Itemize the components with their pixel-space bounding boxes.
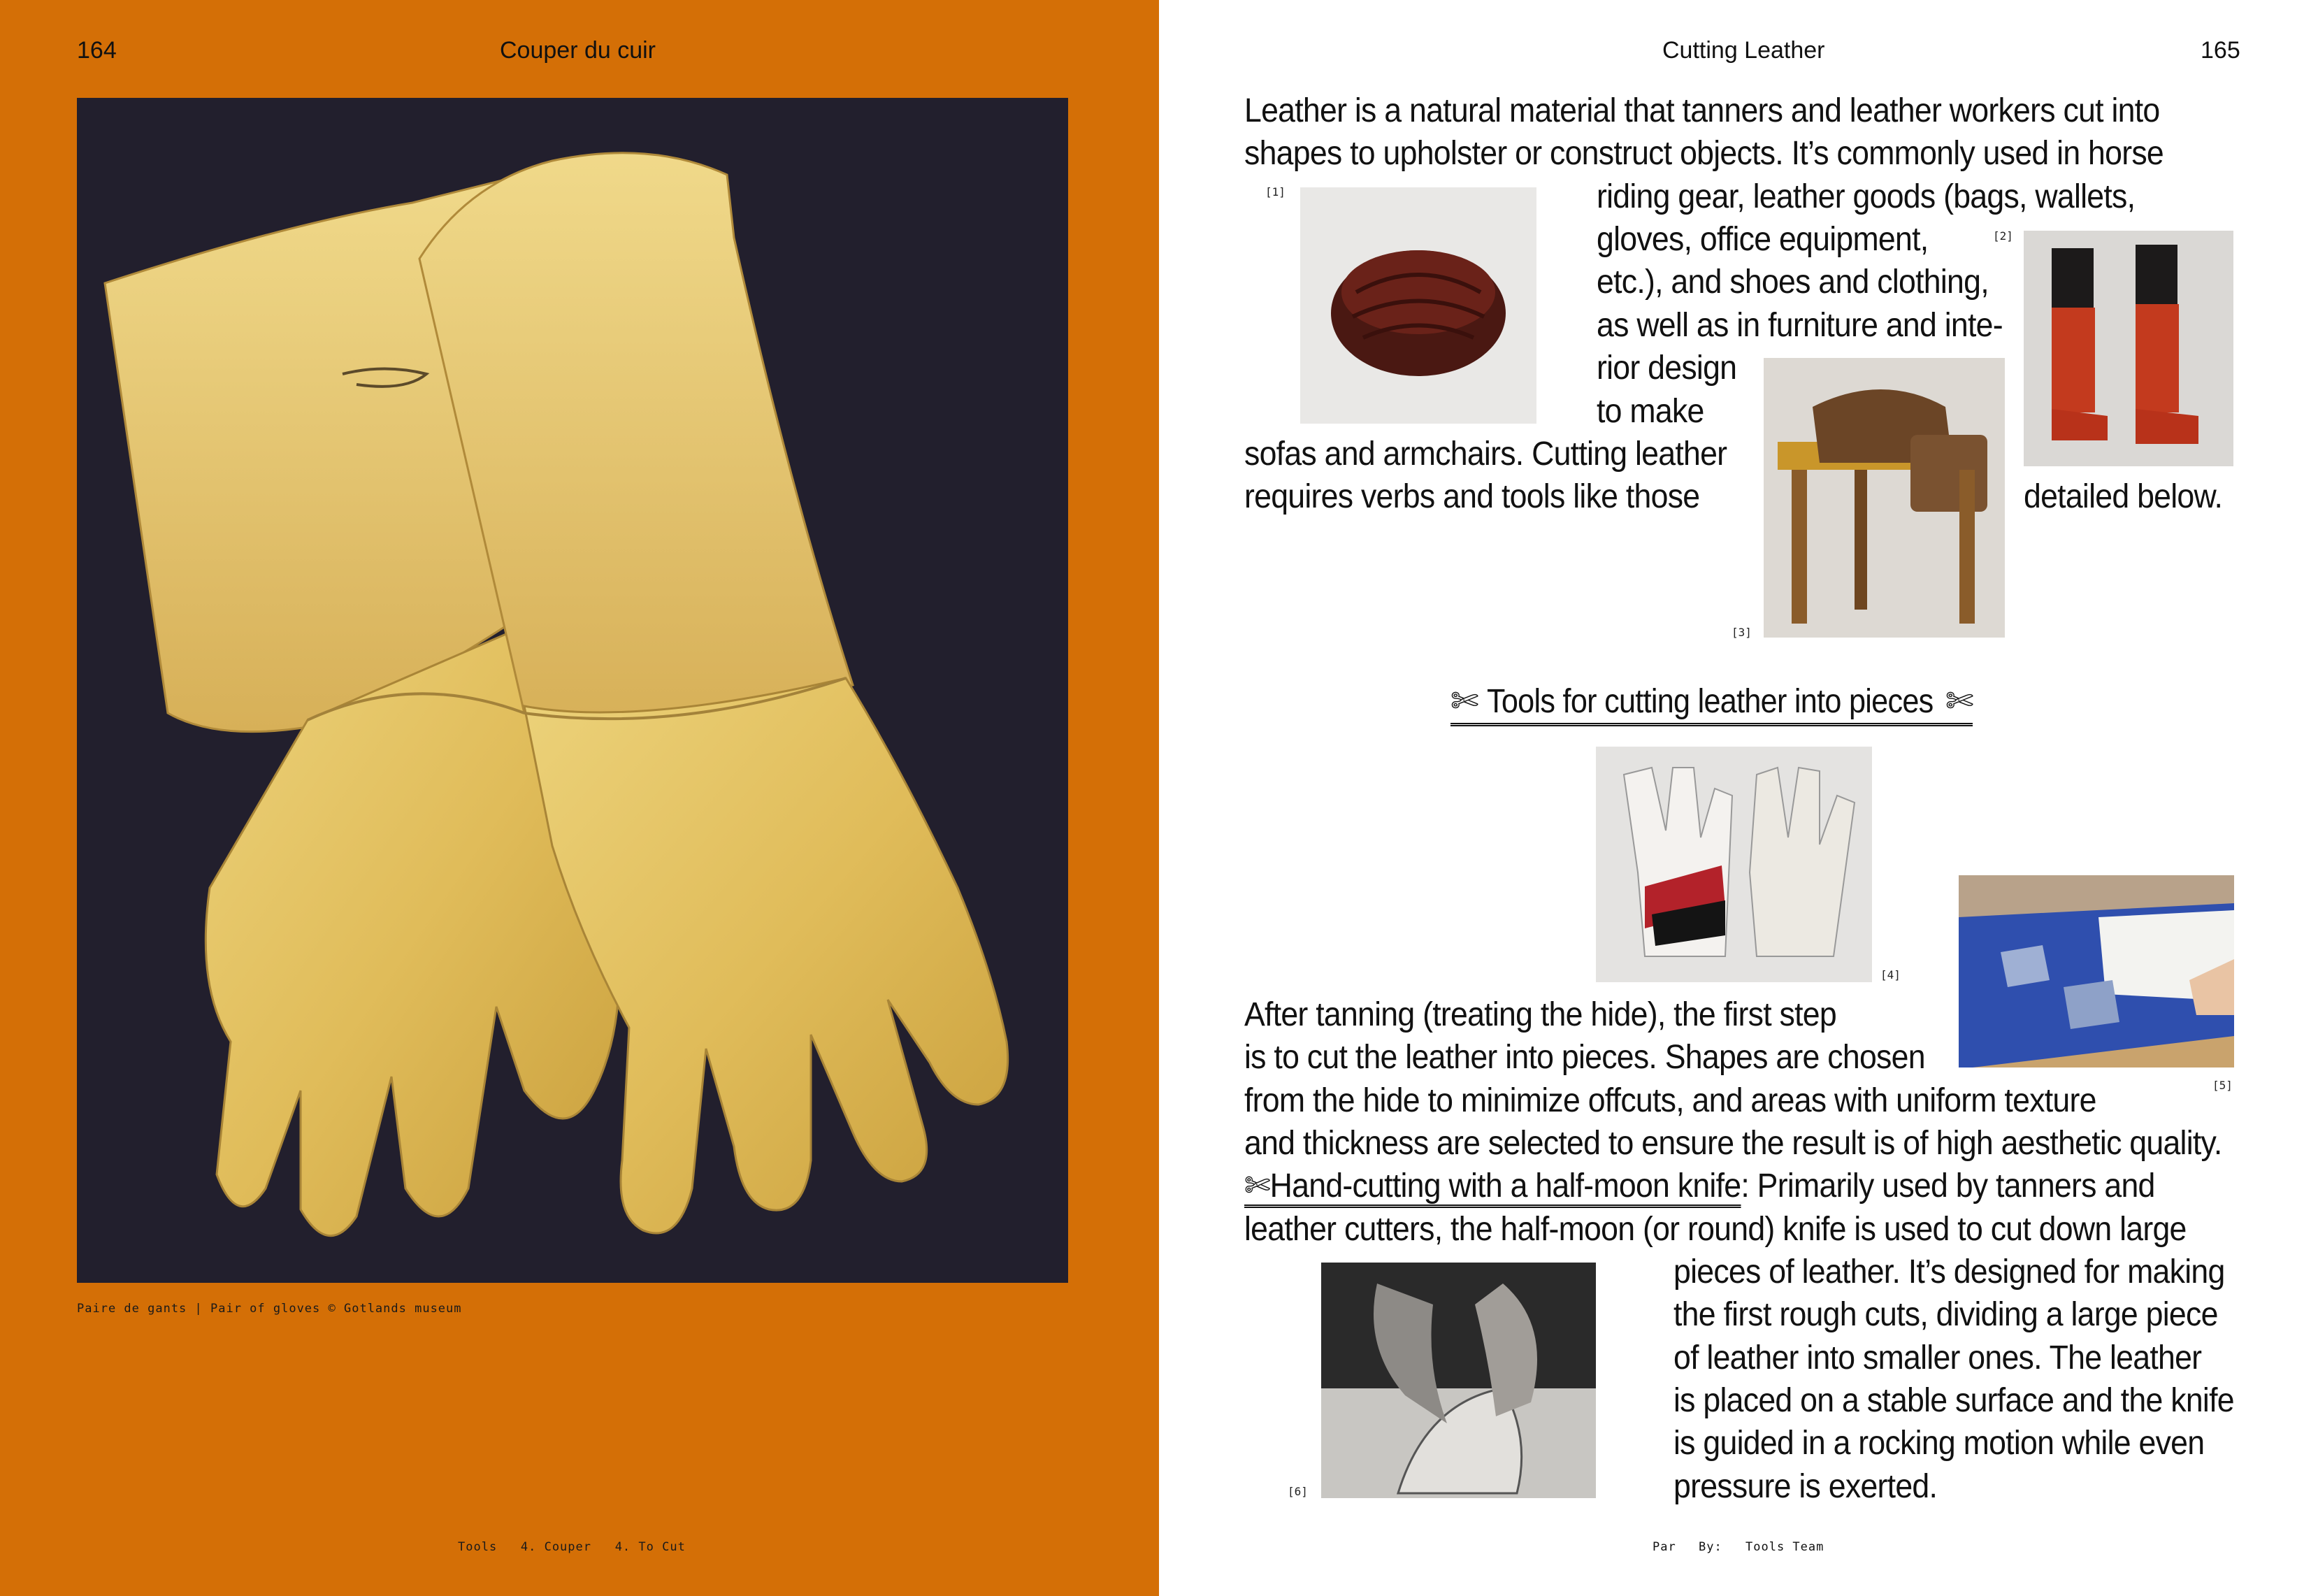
intro-line: detailed below. <box>2024 478 2223 515</box>
page-number-left: 164 <box>77 37 117 64</box>
knife-line: pressure is exerted. <box>1673 1468 1938 1505</box>
pattern-table-photo <box>1959 875 2234 1067</box>
white-gloves-photo <box>1596 747 1872 982</box>
footer-par: Par <box>1653 1540 1676 1554</box>
intro-line: as well as in furniture and inte- <box>1597 307 2003 344</box>
leather-cap-photo <box>1300 187 1536 424</box>
intro-line: rior design <box>1597 350 1737 387</box>
knife-line: is guided in a rocking motion while even <box>1673 1425 2205 1462</box>
knife-line: leather cutters, the half-moon (or round) knife is used to cut down large <box>1244 1211 2187 1248</box>
white-gloves-image <box>1596 747 1872 982</box>
figure-label-3: [3] <box>1732 626 1752 639</box>
red-boots-photo <box>2024 231 2233 466</box>
running-title-left: Couper du cuir <box>500 37 656 64</box>
figure-label-2: [2] <box>1993 229 2013 243</box>
knife-term-line <box>1244 1165 2155 1208</box>
section-heading-text: Tools for cutting leather into pieces <box>1486 683 1934 720</box>
intro-line: sofas and armchairs. Cutting leather <box>1244 436 1727 473</box>
figure-label-5: [5] <box>2212 1079 2233 1092</box>
intro-line: shapes to upholster or construct objects. It’s commonly used in horse <box>1244 135 2164 172</box>
gauntlet-gloves-illustration <box>77 98 1068 1283</box>
intro-line: gloves, office equipment, <box>1597 221 1929 258</box>
footer-left: Tools 4. Couper 4. To Cut <box>458 1540 686 1554</box>
intro-line: to make <box>1597 393 1704 430</box>
knife-line: of leather into smaller ones. The leather <box>1673 1339 2202 1376</box>
para2-line: from the hide to minimize offcuts, and areas with uniform texture <box>1244 1082 2096 1119</box>
red-boots-image <box>2024 231 2233 466</box>
half-moon-knife-photo <box>1321 1263 1596 1498</box>
half-moon-knife-image <box>1321 1263 1596 1498</box>
para2-line: is to cut the leather into pieces. Shapes are chosen <box>1244 1039 1925 1076</box>
footer-author: Tools Team <box>1745 1540 1824 1554</box>
scissors-icon: ✄ <box>1450 683 1478 720</box>
intro-line: riding gear, leather goods (bags, wallets, <box>1597 178 2136 215</box>
running-title-right: Cutting Leather <box>1662 37 1825 64</box>
saddle-image <box>1764 358 2005 638</box>
figure-label-6: [6] <box>1288 1485 1308 1498</box>
para2-line: After tanning (treating the hide), the first step <box>1244 996 1836 1033</box>
intro-line: Leather is a natural material that tanners and leather workers cut into <box>1244 92 2160 129</box>
photo-caption: Paire de gants | Pair of gloves © Gotlands museum <box>77 1302 462 1316</box>
scissors-icon: ✄ <box>1244 1167 1270 1205</box>
knife-line: the first rough cuts, dividing a large piece <box>1673 1296 2218 1333</box>
knife-line: pieces of leather. It’s designed for making <box>1673 1253 2225 1291</box>
saddle-photo <box>1764 358 2005 638</box>
intro-line: requires verbs and tools like those <box>1244 478 1700 515</box>
footer-by: By: <box>1699 1540 1722 1554</box>
intro-line: etc.), and shoes and clothing, <box>1597 264 1989 301</box>
gloves-photo <box>77 98 1068 1283</box>
knife-line: is placed on a stable surface and the knife <box>1673 1382 2234 1419</box>
page-number-right: 165 <box>2201 37 2240 64</box>
figure-label-4: [4] <box>1880 968 1901 982</box>
scissors-icon: ✄ <box>1945 683 1973 720</box>
knife-term: Hand-cutting with a half-moon knife <box>1269 1167 1741 1205</box>
pattern-table-image <box>1959 875 2234 1067</box>
knife-line: : Primarily used by tanners and <box>1741 1167 2155 1205</box>
figure-label-1: [1] <box>1265 185 1286 199</box>
section-heading <box>1450 681 1973 726</box>
leather-cap-image <box>1300 187 1536 424</box>
para2-line: and thickness are selected to ensure the result is of high aesthetic quality. <box>1244 1125 2222 1162</box>
